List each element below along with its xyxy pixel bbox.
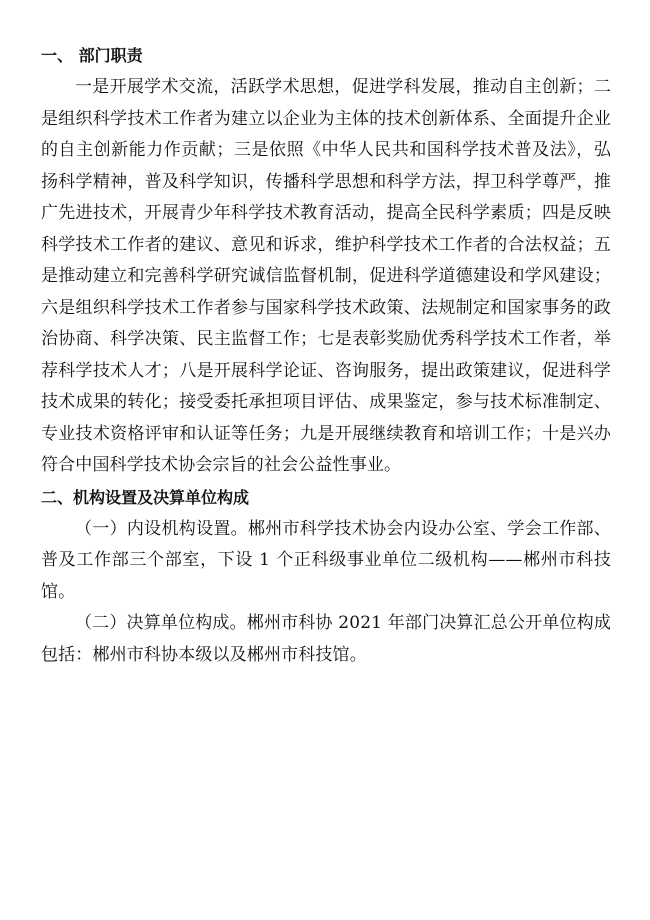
- paragraph-duties: 一是开展学术交流，活跃学术思想，促进学科发展，推动自主创新；二是组织科学技术工作者为建立以企业为主体的技术创新体系、全面提升企业的自主创新能力作贡献；三是依照《中华人民共和国科学技术普及法》，弘扬科学精神，普及科学知识，传播科学思想和科学方法，捍卫科学尊严，推广先进技术，开展青少年科学技术教育活动，提高全民科学素质；四是反映科学技术工作者的建议、意见和诉求，维护科学技术工作者的合法权益；五是推动建立和完善科学研究诚信监督机制，促进科学道德建设和学风建设；六是组织科学技术工作者参与国家科学技术政策、法规制定和国家事务的政治协商、科学决策、民主监督工作；七是表彰奖励优秀科学技术工作者，举荐科学技术人才；八是开展科学论证、咨询服务，提出政策建议，促进科学技术成果的转化；接受委托承担项目评估、成果鉴定，参与技术标准制定、专业技术资格评审和认证等任务；九是开展继续教育和培训工作；十是兴办符合中国科学技术协会宗旨的社会公益性事业。: [41, 77, 611, 475]
- section-heading-organization: 二、机构设置及决算单位构成: [41, 487, 250, 507]
- section-heading-duties: 一、 部门职责: [41, 46, 143, 65]
- document-page: [41, 40, 611, 671]
- paragraph-budget-units: （二）决算单位构成。郴州市科协 2021 年部门决算汇总公开单位构成包括：郴州市科协本级以及郴州市科技馆。: [41, 613, 611, 665]
- paragraph-internal-organization: （一）内设机构设置。郴州市科学技术协会内设办公室、学会工作部、普及工作部三个部室，下设 1 个正科级事业单位二级机构——郴州市科技馆。: [41, 518, 611, 602]
